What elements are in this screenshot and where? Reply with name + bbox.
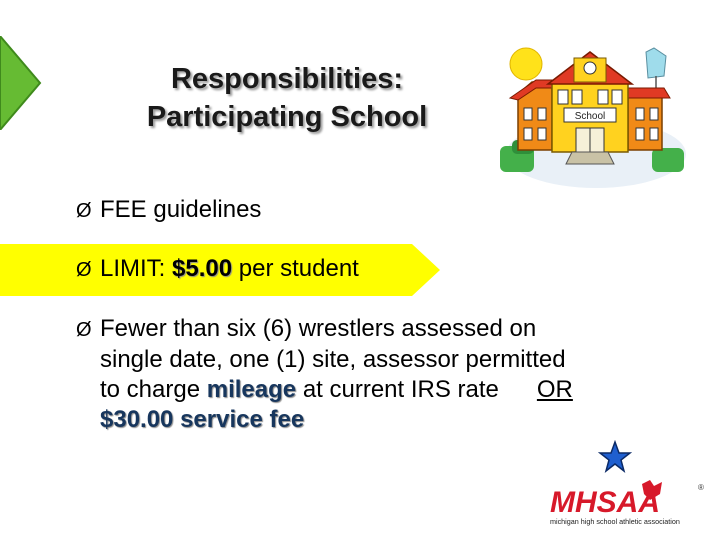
- logo-tagline: michigan high school athletic association: [550, 517, 680, 526]
- or-text: OR: [536, 376, 573, 403]
- bullet-text: FEE guidelines: [100, 196, 262, 223]
- sun-icon: [510, 48, 542, 80]
- limit-label: LIMIT:: [100, 255, 166, 282]
- service-fee-emphasis: $30.00 service fee: [100, 406, 305, 433]
- mileage-emphasis: mileage: [206, 376, 297, 403]
- logo-registered-mark: ®: [698, 483, 704, 492]
- star-icon: [598, 440, 632, 474]
- school-sign-text: School: [574, 111, 606, 122]
- fewer-line-1: Ø Fewer than six (6) wrestlers assessed on: [76, 314, 676, 345]
- fewer-line-2: single date, one (1) site, assessor permitted: [100, 346, 566, 373]
- limit-suffix: per student: [238, 255, 359, 282]
- bullet-arrow-icon: Ø: [76, 259, 92, 281]
- school-building-clipart: [496, 42, 686, 188]
- limit-amount: $5.00: [172, 255, 233, 282]
- bullet-fee-guidelines: [76, 195, 261, 226]
- logo-wordmark: MHSAA: [550, 486, 660, 519]
- bullet-arrow-icon: Ø: [76, 319, 92, 341]
- fewer-line-3: to charge mileage at current IRS rate OR: [100, 376, 573, 403]
- bullet-limit: [76, 254, 359, 285]
- mhsaa-logo: [546, 480, 708, 528]
- bullet-fewer-than-six: [76, 314, 676, 435]
- slide-title: [92, 60, 482, 136]
- bullet-arrow-icon: Ø: [76, 200, 92, 222]
- title-line-2: Participating School: [146, 101, 428, 133]
- title-line-1: Responsibilities:: [170, 63, 404, 95]
- green-arrow-decoration: [0, 36, 44, 130]
